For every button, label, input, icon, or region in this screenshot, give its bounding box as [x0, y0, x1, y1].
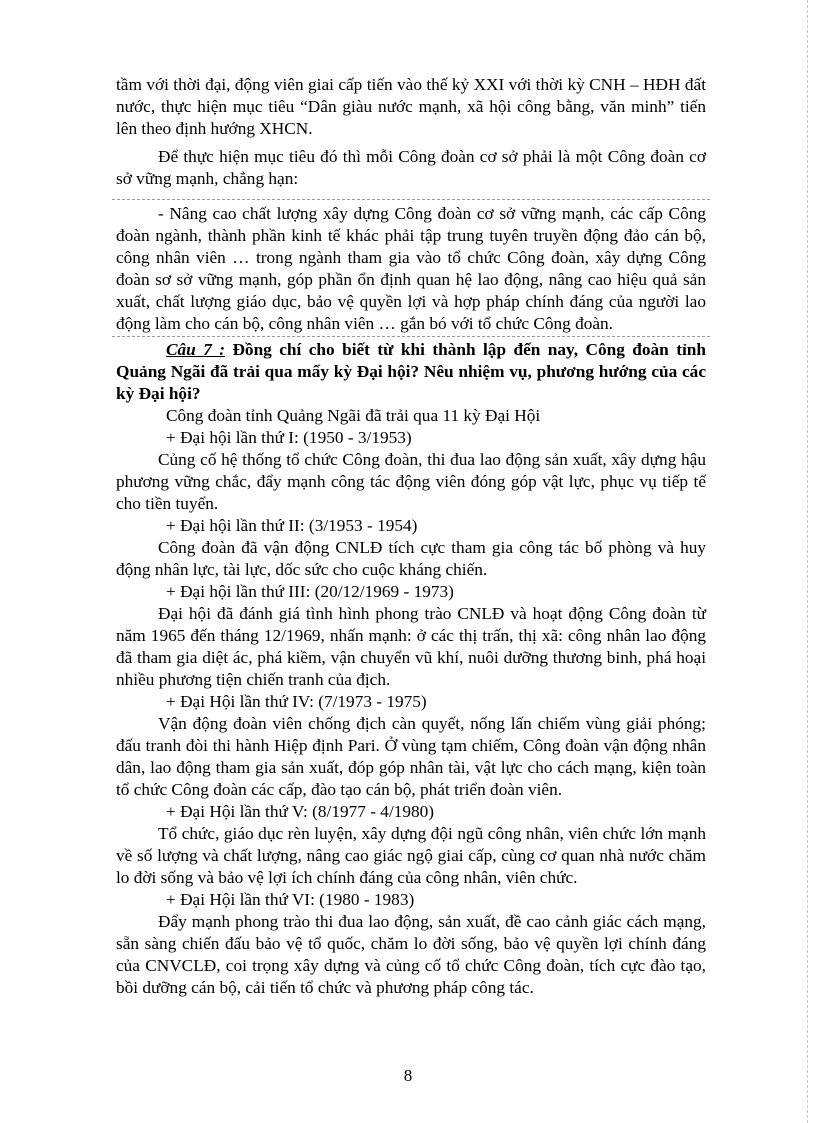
- paragraph-continued: tầm với thời đại, động viên giai cấp tiến vào thế kỷ XXI với thời kỳ CNH – HĐH đất nước, thực hiện mục tiêu “Dân giàu nước mạnh, xã hội công bằng, văn minh” tiến lên theo định hướng XHCN.: [116, 75, 706, 138]
- answer-intro: Công đoàn tỉnh Quảng Ngãi đã trải qua 11 kỳ Đại Hội: [166, 406, 541, 425]
- page-edge-rule: [807, 0, 808, 1123]
- congress-section-5: [116, 801, 706, 889]
- congress-section-1: [116, 427, 706, 515]
- congress-heading: + Đại hội lần thứ III: (20/12/1969 - 1973): [166, 582, 454, 601]
- paragraph-intro: Để thực hiện mục tiêu đó thì mỗi Công đoàn cơ sở phải là một Công đoàn cơ sở vững mạnh, chẳng hạn:: [116, 147, 706, 188]
- congress-body: Vận động đoàn viên chống địch càn quyết, nống lấn chiếm vùng giải phóng; đấu tranh đòi thi hành Hiệp định Pari. Ở vùng tạm chiếm, Công đoàn vận động nhân dân, lao động tham gia sản xuất, đóp góp nhân tài, vật lực cho cách mạng, kiện toàn tổ chức Công đoàn các cấp, đào tạo cán bộ, phát triển đoàn viên.: [116, 714, 706, 799]
- congress-heading: + Đại Hội lần thứ IV: (7/1973 - 1975): [166, 692, 427, 711]
- page-content: [116, 74, 706, 999]
- congress-section-3: [116, 581, 706, 691]
- congress-heading: + Đại hội lần thứ I: (1950 - 3/1953): [166, 428, 412, 447]
- highlighted-bullet-box: [112, 199, 710, 337]
- congress-body: Công đoàn đã vận động CNLĐ tích cực tham gia công tác bố phòng và huy động nhân lực, tài lực, dốc sức cho cuộc kháng chiến.: [116, 538, 706, 579]
- congress-body: Đại hội đã đánh giá tình hình phong trào CNLĐ và hoạt động Công đoàn từ năm 1965 đến tháng 12/1969, nhấn mạnh: ở các thị trấn, thị xã: công nhân lao động đã tham gia diệt ác, phá kiềm, vận chuyển vũ khí, nuôi dưỡng thương binh, phá hoại nhiều phương tiện chiến tranh của địch.: [116, 604, 706, 689]
- congress-body: Tổ chức, giáo dục rèn luyện, xây dựng đội ngũ công nhân, viên chức lớn mạnh về số lượng và chất lượng, nâng cao giác ngộ giai cấp, cùng cơ quan nhà nước chăm lo đời sống và bảo vệ lợi ích chính đáng của công nhân, viên chức.: [116, 824, 706, 887]
- page-number: 8: [403, 1066, 413, 1085]
- congress-section-4: [116, 691, 706, 801]
- bullet-paragraph: - Nâng cao chất lượng xây dựng Công đoàn cơ sở vững mạnh, các cấp Công đoàn ngành, thành phần kinh tế khác phải tập trung tuyên truyền động đảo cán bộ, công nhân viên … trong ngành tham gia vào tổ chức Công đoàn, xây dựng Công đoàn sơ sở vững mạnh, góp phần ổn định quan hệ lao động, nâng cao hiệu quả sản xuất, chất lượng giáo dục, bảo vệ quyền lợi và hợp pháp chính đáng của người lao động làm cho cán bộ, công nhân viên … gắn bó với tổ chức Công đoàn.: [116, 204, 706, 333]
- congress-heading: + Đại hội lần thứ II: (3/1953 - 1954): [166, 516, 418, 535]
- question-text: Đồng chí cho biết từ khi thành lập đến nay, Công đoàn tỉnh Quảng Ngãi đã trải qua mấy kỳ Đại hội? Nêu nhiệm vụ, phương hướng của các kỳ Đại hội?: [116, 340, 706, 403]
- congress-body: Củng cố hệ thống tổ chức Công đoàn, thi đua lao động sản xuất, xây dựng hậu phương vững chắc, đẩy mạnh công tác động viên đóng góp vật lực, phục vụ tiếp tế cho tiền tuyến.: [116, 450, 706, 513]
- question-heading: [116, 339, 706, 405]
- congress-body: Đẩy mạnh phong trào thi đua lao động, sản xuất, đề cao cảnh giác cách mạng, sẵn sàng chiến đấu bảo vệ tổ quốc, chăm lo đời sống, bảo vệ quyền lợi chính đáng của CNVCLĐ, coi trọng xây dựng và củng cố tổ chức Công đoàn, tích cực đào tạo, bồi dưỡng cán bộ, cải tiến tổ chức và phương pháp công tác.: [116, 912, 706, 997]
- congress-section-6: [116, 889, 706, 999]
- question-label: Câu 7 :: [166, 340, 226, 359]
- congress-heading: + Đại Hội lần thứ VI: (1980 - 1983): [166, 890, 415, 909]
- congress-section-2: [116, 515, 706, 581]
- congress-heading: + Đại Hội lần thứ V: (8/1977 - 4/1980): [166, 802, 435, 821]
